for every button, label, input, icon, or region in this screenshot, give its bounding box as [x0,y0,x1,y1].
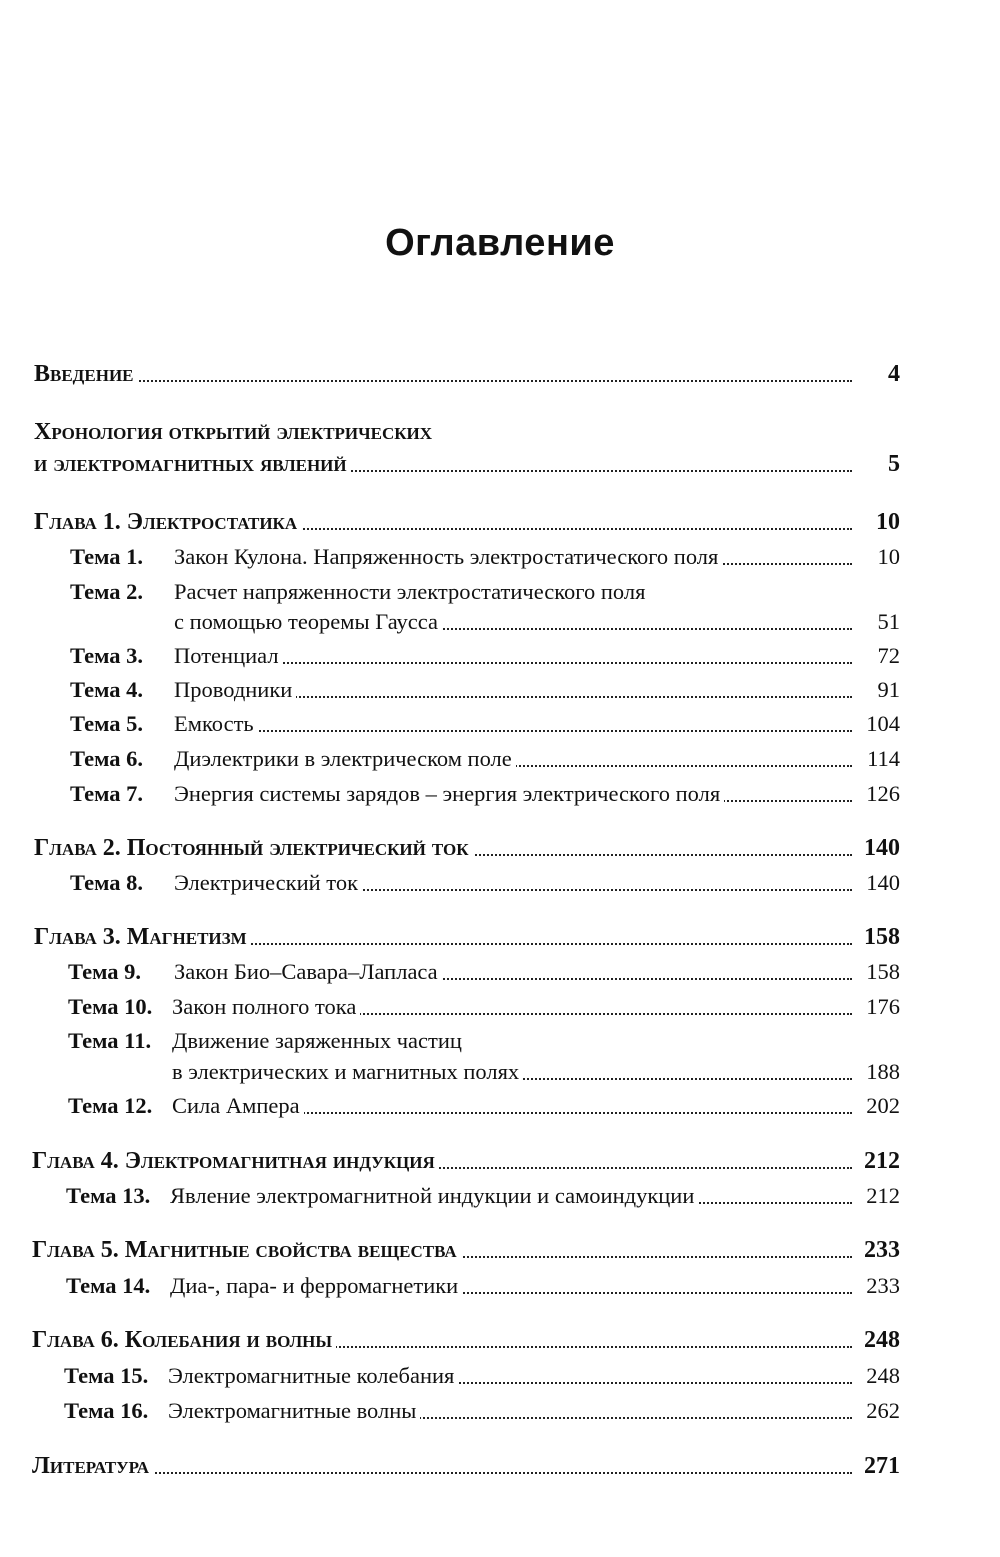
toc-entry-text: Закон Био–Савара–Лапласа [174,956,442,988]
toc-page-number: 233 [862,1270,900,1302]
toc-page-number: 212 [862,1180,900,1212]
toc-entry-text: Введение [34,358,138,390]
toc-topic-label: Тема 10. [68,994,153,1019]
toc-topic-label: Тема 8. [70,870,144,895]
toc-page-number: 248 [862,1360,900,1392]
toc-page-number: 91 [874,674,901,706]
toc-topic-7[interactable] [0,778,1000,810]
toc-topic-6[interactable] [0,743,1000,775]
toc-entry-text: Глава 1. Электростатика [34,506,301,538]
toc-page-number: 10 [874,541,901,573]
toc-entry-text: Электромагнитные волны [168,1395,420,1427]
toc-page-number: 114 [863,743,900,775]
toc-page-number: 248 [860,1324,900,1356]
toc-page-number: 271 [860,1450,900,1482]
toc-entry-text: Диа-, пара- и ферромагнетики [170,1270,462,1302]
toc-entry-text: Глава 6. Колебания и волны [32,1324,336,1356]
toc-topic-5[interactable] [0,708,1000,740]
toc-entry-text: Электромагнитные колебания [168,1360,458,1392]
toc-entry-text: Глава 2. Постоянный электрический ток [34,832,473,864]
toc-topic-2-line1[interactable] [0,576,1000,608]
toc-entry-text: Движение заряженных частиц [172,1025,466,1057]
toc-chapter-4[interactable] [0,1145,1000,1177]
toc-topic-label: Тема 12. [68,1093,153,1118]
toc-entry-text: Потенциал [174,640,283,672]
toc-page-number: 262 [862,1395,900,1427]
toc-topic-label: Тема 13. [66,1183,151,1208]
toc-entry-text: Глава 4. Электромагнитная индукция [32,1145,439,1177]
toc-topic-label: Тема 11. [68,1028,152,1053]
toc-topic-label: Тема 5. [70,711,144,736]
toc-page-number: 212 [860,1145,900,1177]
toc-topic-8[interactable] [0,867,1000,899]
toc-entry-text: в электрических и магнитных полях [172,1056,523,1088]
toc-entry-text: Электрический ток [174,867,362,899]
toc-entry-text: Расчет напряженности электростатического поля [174,576,649,608]
toc-entry-chronology-line2[interactable] [0,448,1000,480]
toc-entry-text: Явление электромагнитной индукции и самоиндукции [170,1180,698,1212]
toc-page-number: 140 [862,867,900,899]
toc-page-number: 158 [860,921,900,953]
toc-page-number: 104 [862,708,900,740]
toc-topic-label: Тема 3. [70,643,144,668]
toc-chapter-3[interactable] [0,921,1000,953]
toc-entry-text: Хронология открытий электрических [34,416,436,448]
toc-page-number: 140 [860,832,900,864]
toc-entry-text: Литература [32,1450,153,1482]
toc-topic-9[interactable] [0,956,1000,988]
toc-topic-label: Тема 15. [64,1363,149,1388]
toc-topic-label: Тема 1. [70,544,144,569]
toc-entry-literature[interactable] [0,1450,1000,1482]
toc-page-number: 4 [884,358,900,390]
toc-entry-text: Емкость [174,708,258,740]
toc-entry-text: Энергия системы зарядов – энергия электрического поля [174,778,724,810]
toc-topic-4[interactable] [0,674,1000,706]
toc-topic-13[interactable] [0,1180,1000,1212]
toc-topic-2-line2[interactable] [0,606,1000,638]
toc-topic-label: Тема 16. [64,1398,149,1423]
toc-topic-label: Тема 4. [70,677,144,702]
toc-entry-text: Диэлектрики в электрическом поле [174,743,516,775]
toc-entry-text: Сила Ампера [172,1090,304,1122]
toc-topic-14[interactable] [0,1270,1000,1302]
dot-leader [40,1472,852,1474]
toc-entry-text: Глава 5. Магнитные свойства вещества [32,1234,461,1266]
toc-page-number: 233 [860,1234,900,1266]
toc-entry-intro[interactable] [0,358,1000,390]
toc-topic-11-line2[interactable] [0,1056,1000,1088]
dot-leader [180,730,852,732]
toc-chapter-2[interactable] [0,832,1000,864]
toc-page-number: 158 [862,956,900,988]
toc-entry-text: с помощью теоремы Гаусса [174,606,442,638]
toc-page-number: 202 [862,1090,900,1122]
toc-entry-text: и электромагнитных явлений [34,448,351,480]
dot-leader [40,380,852,382]
toc-page-number: 126 [862,778,900,810]
toc-topic-11-line1[interactable] [0,1025,1000,1057]
toc-chapter-5[interactable] [0,1234,1000,1266]
toc-entry-chronology-line1[interactable] [0,416,1000,448]
toc-topic-1[interactable] [0,541,1000,573]
toc-page-number: 188 [862,1056,900,1088]
toc-entry-text: Глава 3. Магнетизм [34,921,251,953]
toc-entry-text: Проводники [174,674,296,706]
toc-topic-12[interactable] [0,1090,1000,1122]
toc-entry-text: Закон Кулона. Напряженность электростатического поля [174,541,722,573]
toc-topic-label: Тема 2. [70,579,144,604]
toc-page-number: 176 [862,991,900,1023]
toc-page-number: 5 [884,448,900,480]
toc-chapter-1[interactable] [0,506,1000,538]
toc-topic-label: Тема 14. [66,1273,151,1298]
toc-topic-label: Тема 6. [70,746,144,771]
toc-topic-label: Тема 7. [70,781,144,806]
page-title: Оглавление [385,222,615,264]
toc-topic-10[interactable] [0,991,1000,1023]
toc-topic-3[interactable] [0,640,1000,672]
toc-page-number: 72 [874,640,901,672]
toc-entry-text: Закон полного тока [172,991,360,1023]
toc-topic-15[interactable] [0,1360,1000,1392]
toc-topic-16[interactable] [0,1395,1000,1427]
toc-page-number: 51 [874,606,901,638]
toc-chapter-6[interactable] [0,1324,1000,1356]
toc-page-number: 10 [872,506,900,538]
toc-topic-label: Тема 9. [68,959,142,984]
